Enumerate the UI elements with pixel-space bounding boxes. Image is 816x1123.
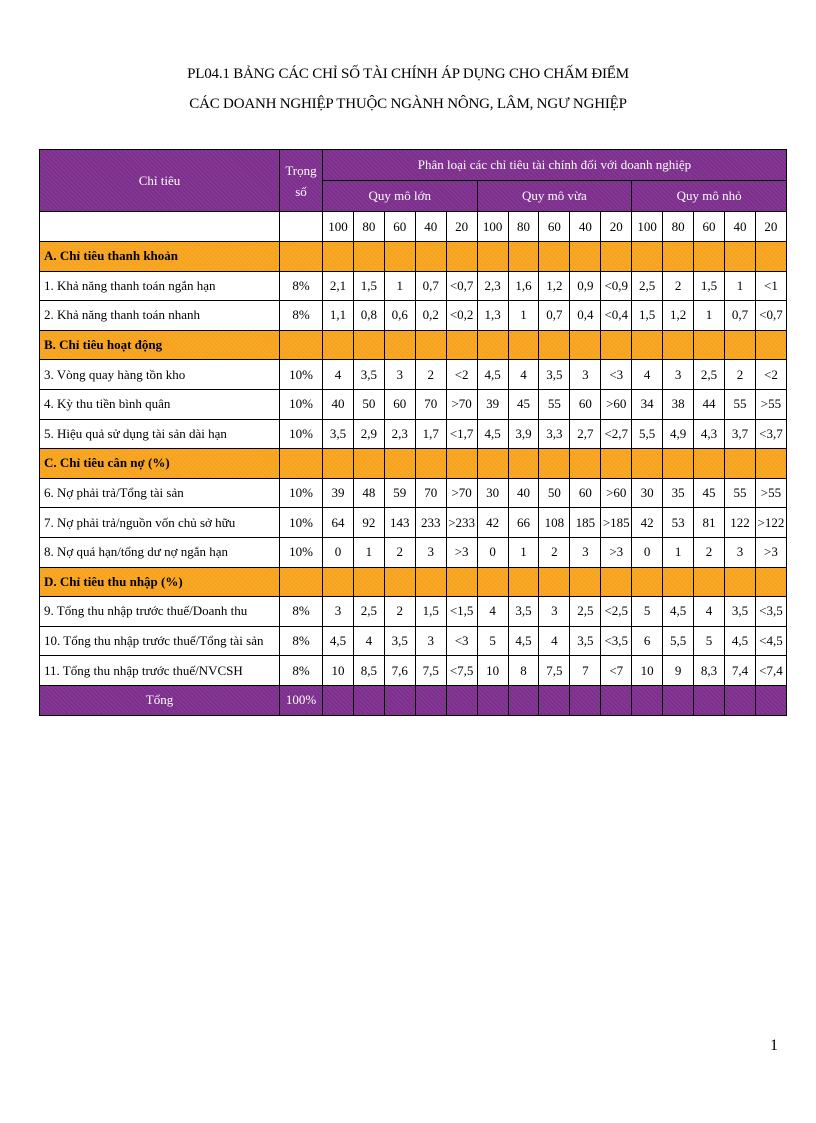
section-blank-cell <box>384 242 415 272</box>
threshold-value: 0,7 <box>539 301 570 331</box>
threshold-value: <0,2 <box>446 301 477 331</box>
weight-header: Trọng số <box>280 150 323 212</box>
threshold-value: 122 <box>724 508 755 538</box>
threshold-value: 30 <box>477 478 508 508</box>
section-blank-cell <box>384 330 415 360</box>
threshold-value: 2 <box>539 537 570 567</box>
threshold-value: 108 <box>539 508 570 538</box>
blank-cell <box>280 212 323 242</box>
footer-blank-cell <box>477 685 508 715</box>
threshold-value: <0,7 <box>446 271 477 301</box>
footer-blank-cell <box>353 685 384 715</box>
threshold-value: 2,5 <box>353 597 384 627</box>
threshold-value: 0,7 <box>415 271 446 301</box>
section-blank-cell <box>570 567 601 597</box>
section-title: D. Chỉ tiêu thu nhập (%) <box>40 567 280 597</box>
threshold-value: 39 <box>323 478 354 508</box>
threshold-value: 3,5 <box>724 597 755 627</box>
threshold-value: 3,9 <box>508 419 539 449</box>
document-title-line2: CÁC DOANH NGHIỆP THUỘC NGÀNH NÔNG, LÂM, NGƯ NGHIỆP <box>189 96 627 112</box>
indicator-weight: 8% <box>280 271 323 301</box>
threshold-value: 0,9 <box>570 271 601 301</box>
section-blank-cell <box>508 242 539 272</box>
threshold-value: 2,5 <box>632 271 663 301</box>
threshold-value: 4 <box>353 626 384 656</box>
section-blank-cell <box>353 242 384 272</box>
threshold-value: 70 <box>415 478 446 508</box>
threshold-value: 6 <box>632 626 663 656</box>
section-blank-cell <box>755 330 786 360</box>
score-header-cell: 80 <box>353 212 384 242</box>
document-title-line1: PL04.1 BẢNG CÁC CHỈ SỐ TÀI CHÍNH ÁP DỤNG CHO CHẤM ĐIỂM <box>187 66 629 82</box>
threshold-value: 40 <box>508 478 539 508</box>
group-header-large: Quy mô lớn <box>323 181 478 212</box>
threshold-value: <3 <box>601 360 632 390</box>
section-blank-cell <box>632 242 663 272</box>
section-blank-cell <box>724 567 755 597</box>
section-blank-cell <box>477 567 508 597</box>
footer-blank-cell <box>601 685 632 715</box>
indicator-name: 2. Khả năng thanh toán nhanh <box>40 301 280 331</box>
threshold-value: 185 <box>570 508 601 538</box>
threshold-value: 233 <box>415 508 446 538</box>
section-blank-cell <box>323 567 354 597</box>
indicator-weight: 10% <box>280 537 323 567</box>
threshold-value: <7,5 <box>446 656 477 686</box>
threshold-value: 5 <box>477 626 508 656</box>
threshold-value: 10 <box>632 656 663 686</box>
footer-blank-cell <box>755 685 786 715</box>
score-header-cell: 60 <box>539 212 570 242</box>
threshold-value: 1 <box>384 271 415 301</box>
threshold-value: 4 <box>477 597 508 627</box>
threshold-value: 2,5 <box>570 597 601 627</box>
total-label: Tổng <box>40 685 280 715</box>
threshold-value: 2 <box>415 360 446 390</box>
score-header-cell: 20 <box>601 212 632 242</box>
section-blank-cell <box>694 449 725 479</box>
section-blank-cell <box>539 567 570 597</box>
threshold-value: 3 <box>539 597 570 627</box>
threshold-value: 70 <box>415 389 446 419</box>
section-blank-cell <box>353 567 384 597</box>
threshold-value: 3 <box>663 360 694 390</box>
threshold-value: 59 <box>384 478 415 508</box>
threshold-value: 1,3 <box>477 301 508 331</box>
threshold-value: >3 <box>755 537 786 567</box>
score-header-cell: 80 <box>663 212 694 242</box>
section-blank-cell <box>323 330 354 360</box>
threshold-value: 4,5 <box>663 597 694 627</box>
threshold-value: 64 <box>323 508 354 538</box>
indicator-name: 3. Vòng quay hàng tồn kho <box>40 360 280 390</box>
threshold-value: 1,5 <box>415 597 446 627</box>
score-header-cell: 60 <box>694 212 725 242</box>
threshold-value: 38 <box>663 389 694 419</box>
threshold-value: 4 <box>694 597 725 627</box>
footer-blank-cell <box>508 685 539 715</box>
section-blank-cell <box>508 567 539 597</box>
threshold-value: 9 <box>663 656 694 686</box>
threshold-value: 7 <box>570 656 601 686</box>
threshold-value: 3,5 <box>353 360 384 390</box>
footer-blank-cell <box>694 685 725 715</box>
section-blank-cell <box>755 567 786 597</box>
threshold-value: 2,1 <box>323 271 354 301</box>
section-blank-cell <box>323 242 354 272</box>
section-blank-cell <box>384 567 415 597</box>
threshold-value: 45 <box>508 389 539 419</box>
score-header-cell: 80 <box>508 212 539 242</box>
section-blank-cell <box>539 242 570 272</box>
threshold-value: 3 <box>415 537 446 567</box>
section-blank-cell <box>601 330 632 360</box>
threshold-value: 4,9 <box>663 419 694 449</box>
threshold-value: 4,5 <box>477 419 508 449</box>
threshold-value: >233 <box>446 508 477 538</box>
threshold-value: 1,7 <box>415 419 446 449</box>
threshold-value: 4,3 <box>694 419 725 449</box>
threshold-value: 3 <box>724 537 755 567</box>
threshold-value: 4 <box>323 360 354 390</box>
indicator-name: 10. Tổng thu nhập trước thuế/Tổng tài sản <box>40 626 280 656</box>
threshold-value: <0,7 <box>755 301 786 331</box>
threshold-value: 3,3 <box>539 419 570 449</box>
threshold-value: 1,2 <box>663 301 694 331</box>
threshold-value: 4,5 <box>323 626 354 656</box>
group-header-medium: Quy mô vừa <box>477 181 632 212</box>
threshold-value: 2 <box>384 597 415 627</box>
threshold-value: 8,5 <box>353 656 384 686</box>
threshold-value: 2,3 <box>477 271 508 301</box>
threshold-value: >3 <box>601 537 632 567</box>
threshold-value: >55 <box>755 478 786 508</box>
threshold-value: 4 <box>539 626 570 656</box>
threshold-value: 60 <box>570 478 601 508</box>
threshold-value: 143 <box>384 508 415 538</box>
section-blank-cell <box>446 449 477 479</box>
threshold-value: 0,4 <box>570 301 601 331</box>
threshold-value: 50 <box>539 478 570 508</box>
section-blank-cell <box>755 449 786 479</box>
indicator-weight: 8% <box>280 301 323 331</box>
threshold-value: 3,5 <box>508 597 539 627</box>
indicator-name: 4. Kỳ thu tiền bình quân <box>40 389 280 419</box>
threshold-value: 2 <box>694 537 725 567</box>
threshold-value: 3,5 <box>570 626 601 656</box>
footer-blank-cell <box>384 685 415 715</box>
threshold-value: 48 <box>353 478 384 508</box>
threshold-value: 5,5 <box>632 419 663 449</box>
threshold-value: 81 <box>694 508 725 538</box>
section-blank-cell <box>755 242 786 272</box>
threshold-value: 1 <box>724 271 755 301</box>
threshold-value: 4,5 <box>724 626 755 656</box>
indicator-name: 7. Nợ phải trả/nguồn vốn chủ sở hữu <box>40 508 280 538</box>
threshold-value: <1,5 <box>446 597 477 627</box>
threshold-value: 2 <box>663 271 694 301</box>
threshold-value: 66 <box>508 508 539 538</box>
section-blank-cell <box>632 567 663 597</box>
threshold-value: 40 <box>323 389 354 419</box>
section-blank-cell <box>415 567 446 597</box>
threshold-value: 60 <box>570 389 601 419</box>
threshold-value: >70 <box>446 478 477 508</box>
score-header-cell: 100 <box>477 212 508 242</box>
threshold-value: 7,5 <box>539 656 570 686</box>
score-header-cell: 60 <box>384 212 415 242</box>
threshold-value: 1,2 <box>539 271 570 301</box>
section-blank-cell <box>632 449 663 479</box>
threshold-value: >70 <box>446 389 477 419</box>
section-title: C. Chỉ tiêu cân nợ (%) <box>40 449 280 479</box>
section-blank-cell <box>508 330 539 360</box>
threshold-value: 3 <box>570 537 601 567</box>
threshold-value: 4,5 <box>508 626 539 656</box>
threshold-value: 3,5 <box>384 626 415 656</box>
threshold-value: <1,7 <box>446 419 477 449</box>
indicator-name: 1. Khả năng thanh toán ngắn hạn <box>40 271 280 301</box>
section-blank-cell <box>539 330 570 360</box>
indicator-name: 6. Nợ phải trả/Tổng tài sản <box>40 478 280 508</box>
indicator-name: 11. Tổng thu nhập trước thuế/NVCSH <box>40 656 280 686</box>
section-title: A. Chỉ tiêu thanh khoản <box>40 242 280 272</box>
section-blank-cell <box>415 449 446 479</box>
threshold-value: >60 <box>601 478 632 508</box>
indicator-weight: 10% <box>280 360 323 390</box>
score-header-cell: 100 <box>323 212 354 242</box>
section-blank-cell <box>601 449 632 479</box>
threshold-value: >3 <box>446 537 477 567</box>
section-blank-cell <box>353 330 384 360</box>
section-blank-cell <box>280 449 323 479</box>
score-header-cell: 40 <box>570 212 601 242</box>
threshold-value: 3,5 <box>323 419 354 449</box>
threshold-value: 1 <box>694 301 725 331</box>
threshold-value: 0,2 <box>415 301 446 331</box>
threshold-value: 2 <box>384 537 415 567</box>
section-blank-cell <box>663 330 694 360</box>
threshold-value: 1,5 <box>694 271 725 301</box>
section-title: B. Chỉ tiêu hoạt động <box>40 330 280 360</box>
group-header-small: Quy mô nhỏ <box>632 181 787 212</box>
threshold-value: 3 <box>415 626 446 656</box>
threshold-value: 3 <box>323 597 354 627</box>
threshold-value: 42 <box>632 508 663 538</box>
threshold-value: 0 <box>632 537 663 567</box>
threshold-value: 50 <box>353 389 384 419</box>
indicator-header: Chỉ tiêu <box>40 150 280 212</box>
indicator-weight: 10% <box>280 389 323 419</box>
threshold-value: 30 <box>632 478 663 508</box>
threshold-value: <2,7 <box>601 419 632 449</box>
section-blank-cell <box>280 330 323 360</box>
indicator-name: 8. Nợ quá hạn/tổng dư nợ ngắn hạn <box>40 537 280 567</box>
footer-blank-cell <box>323 685 354 715</box>
section-blank-cell <box>694 567 725 597</box>
threshold-value: <3,7 <box>755 419 786 449</box>
threshold-value: >122 <box>755 508 786 538</box>
section-blank-cell <box>415 242 446 272</box>
threshold-value: 34 <box>632 389 663 419</box>
threshold-value: 60 <box>384 389 415 419</box>
threshold-value: 44 <box>694 389 725 419</box>
section-blank-cell <box>632 330 663 360</box>
threshold-value: 1 <box>353 537 384 567</box>
section-blank-cell <box>446 242 477 272</box>
threshold-value: 8,3 <box>694 656 725 686</box>
threshold-value: >55 <box>755 389 786 419</box>
classification-header: Phân loại các chỉ tiêu tài chính đối với doanh nghiệp <box>323 150 787 181</box>
threshold-value: 7,6 <box>384 656 415 686</box>
section-blank-cell <box>694 330 725 360</box>
footer-blank-cell <box>539 685 570 715</box>
section-blank-cell <box>477 330 508 360</box>
threshold-value: <0,4 <box>601 301 632 331</box>
section-blank-cell <box>384 449 415 479</box>
blank-cell <box>40 212 280 242</box>
threshold-value: 1,5 <box>632 301 663 331</box>
threshold-value: 55 <box>724 478 755 508</box>
section-blank-cell <box>601 567 632 597</box>
threshold-value: 55 <box>539 389 570 419</box>
indicator-name: 5. Hiệu quả sử dụng tài sản dài hạn <box>40 419 280 449</box>
threshold-value: 1,5 <box>353 271 384 301</box>
threshold-value: 2 <box>724 360 755 390</box>
threshold-value: 5,5 <box>663 626 694 656</box>
section-blank-cell <box>694 242 725 272</box>
threshold-value: <0,9 <box>601 271 632 301</box>
threshold-value: >60 <box>601 389 632 419</box>
threshold-value: 1,1 <box>323 301 354 331</box>
indicator-name: 9. Tổng thu nhập trước thuế/Doanh thu <box>40 597 280 627</box>
section-blank-cell <box>570 449 601 479</box>
threshold-value: <7,4 <box>755 656 786 686</box>
financial-indicators-table <box>39 149 787 716</box>
threshold-value: 2,5 <box>694 360 725 390</box>
threshold-value: 0,6 <box>384 301 415 331</box>
total-weight: 100% <box>280 685 323 715</box>
threshold-value: 10 <box>323 656 354 686</box>
indicator-weight: 10% <box>280 478 323 508</box>
section-blank-cell <box>323 449 354 479</box>
indicator-weight: 8% <box>280 626 323 656</box>
score-header-cell: 20 <box>446 212 477 242</box>
indicator-weight: 8% <box>280 597 323 627</box>
section-blank-cell <box>724 330 755 360</box>
threshold-value: 8 <box>508 656 539 686</box>
threshold-value: 55 <box>724 389 755 419</box>
section-blank-cell <box>570 330 601 360</box>
threshold-value: 42 <box>477 508 508 538</box>
score-header-cell: 20 <box>755 212 786 242</box>
section-blank-cell <box>539 449 570 479</box>
section-blank-cell <box>446 330 477 360</box>
threshold-value: 3 <box>384 360 415 390</box>
threshold-value: 3,5 <box>539 360 570 390</box>
section-blank-cell <box>415 330 446 360</box>
threshold-value: 3 <box>570 360 601 390</box>
section-blank-cell <box>477 449 508 479</box>
indicator-weight: 10% <box>280 419 323 449</box>
threshold-value: 39 <box>477 389 508 419</box>
threshold-value: 0 <box>323 537 354 567</box>
score-header-cell: 40 <box>415 212 446 242</box>
section-blank-cell <box>724 449 755 479</box>
section-blank-cell <box>663 242 694 272</box>
threshold-value: <4,5 <box>755 626 786 656</box>
threshold-value: 10 <box>477 656 508 686</box>
threshold-value: 0,8 <box>353 301 384 331</box>
footer-blank-cell <box>415 685 446 715</box>
threshold-value: 45 <box>694 478 725 508</box>
threshold-value: <3,5 <box>601 626 632 656</box>
section-blank-cell <box>663 567 694 597</box>
threshold-value: 5 <box>694 626 725 656</box>
threshold-value: >185 <box>601 508 632 538</box>
footer-blank-cell <box>663 685 694 715</box>
threshold-value: 1 <box>508 537 539 567</box>
section-blank-cell <box>446 567 477 597</box>
section-blank-cell <box>663 449 694 479</box>
threshold-value: <2 <box>446 360 477 390</box>
threshold-value: 0,7 <box>724 301 755 331</box>
score-header-cell: 100 <box>632 212 663 242</box>
threshold-value: <2 <box>755 360 786 390</box>
threshold-value: 0 <box>477 537 508 567</box>
threshold-value: 92 <box>353 508 384 538</box>
section-blank-cell <box>280 242 323 272</box>
section-blank-cell <box>508 449 539 479</box>
threshold-value: <7 <box>601 656 632 686</box>
section-blank-cell <box>477 242 508 272</box>
threshold-value: 1,6 <box>508 271 539 301</box>
threshold-value: 4,5 <box>477 360 508 390</box>
section-blank-cell <box>353 449 384 479</box>
threshold-value: <1 <box>755 271 786 301</box>
indicator-weight: 10% <box>280 508 323 538</box>
score-header-cell: 40 <box>724 212 755 242</box>
threshold-value: 4 <box>632 360 663 390</box>
indicator-weight: 8% <box>280 656 323 686</box>
page-number: 1 <box>770 1037 778 1054</box>
footer-blank-cell <box>446 685 477 715</box>
section-blank-cell <box>724 242 755 272</box>
section-blank-cell <box>601 242 632 272</box>
threshold-value: <3,5 <box>755 597 786 627</box>
threshold-value: <2,5 <box>601 597 632 627</box>
threshold-value: <3 <box>446 626 477 656</box>
threshold-value: 35 <box>663 478 694 508</box>
threshold-value: 2,7 <box>570 419 601 449</box>
threshold-value: 7,4 <box>724 656 755 686</box>
threshold-value: 1 <box>663 537 694 567</box>
threshold-value: 7,5 <box>415 656 446 686</box>
threshold-value: 3,7 <box>724 419 755 449</box>
footer-blank-cell <box>724 685 755 715</box>
threshold-value: 1 <box>508 301 539 331</box>
threshold-value: 53 <box>663 508 694 538</box>
threshold-value: 5 <box>632 597 663 627</box>
section-blank-cell <box>280 567 323 597</box>
section-blank-cell <box>570 242 601 272</box>
threshold-value: 4 <box>508 360 539 390</box>
footer-blank-cell <box>570 685 601 715</box>
threshold-value: 2,3 <box>384 419 415 449</box>
footer-blank-cell <box>632 685 663 715</box>
threshold-value: 2,9 <box>353 419 384 449</box>
